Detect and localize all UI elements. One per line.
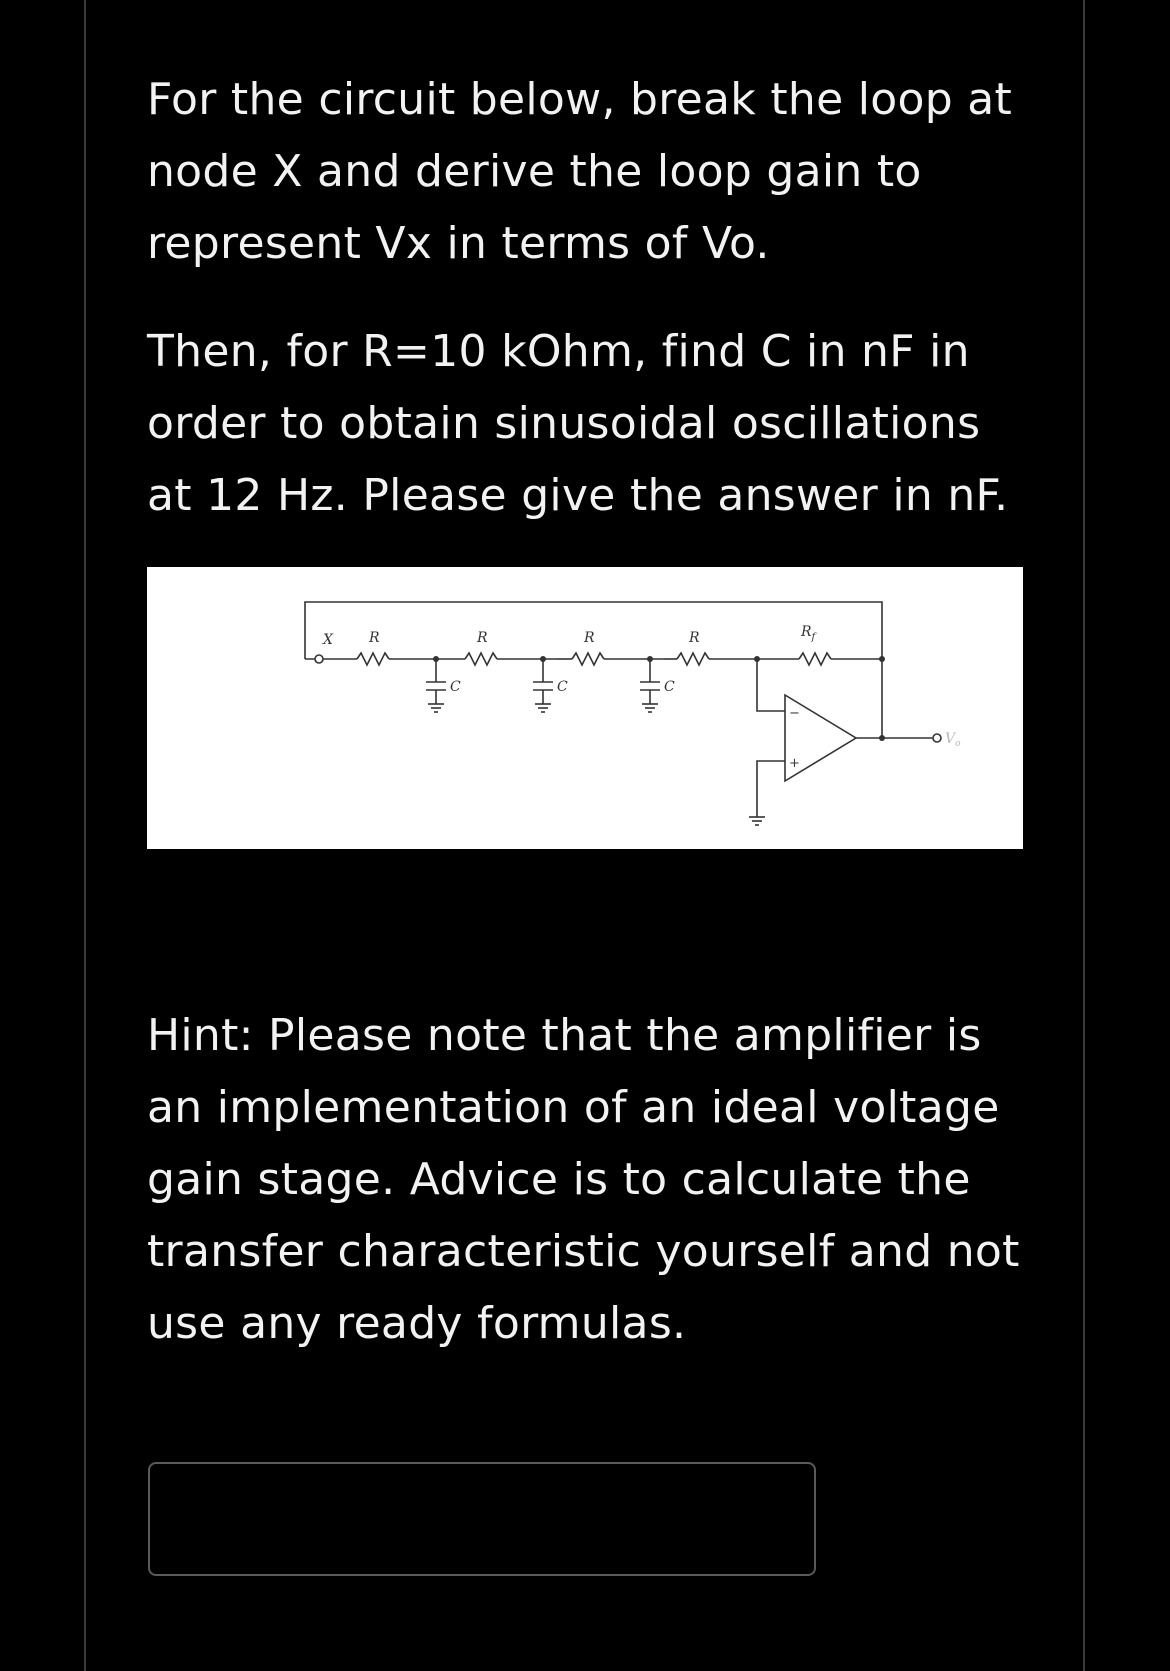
answer-input[interactable] bbox=[148, 1462, 816, 1576]
junction-dot-2 bbox=[540, 656, 546, 662]
junction-dot-1 bbox=[433, 656, 439, 662]
capacitor-2-label: C bbox=[557, 679, 568, 695]
feedback-resistor-sub: f bbox=[811, 632, 816, 643]
noninverting-input-wire bbox=[757, 761, 785, 817]
resistor-4-label: R bbox=[689, 630, 700, 646]
junction-dot-3 bbox=[647, 656, 653, 662]
left-frame-line bbox=[84, 0, 86, 1671]
junction-dot-6 bbox=[879, 735, 885, 741]
feedback-resistor-label bbox=[800, 624, 818, 643]
capacitor-3-label: C bbox=[664, 679, 675, 695]
input-terminal-x bbox=[315, 655, 323, 663]
resistor-1 bbox=[357, 653, 389, 665]
output-terminal bbox=[933, 734, 941, 742]
question-paragraph-1: For the circuit below, break the loop at node X and derive the loop gain to represent Vx in terms of Vo. bbox=[147, 74, 1013, 269]
output-label-main: V bbox=[945, 731, 956, 747]
right-frame-line bbox=[1083, 0, 1085, 1671]
resistor-rf bbox=[799, 653, 831, 665]
question-paragraph-2: Then, for R=10 kOhm, find C in nF in order to obtain sinusoidal oscillations at 12 Hz. Please give the answer in nF. bbox=[147, 326, 1009, 521]
junction-dot-5 bbox=[879, 656, 885, 662]
resistor-3-label: R bbox=[584, 630, 595, 646]
resistor-2-label: R bbox=[477, 630, 488, 646]
output-label-sub: o bbox=[955, 739, 961, 749]
hint-paragraph: Hint: Please note that the amplifier is an implementation of an ideal voltage gain stage. Advice is to calculate the transfer characteristic yourself and not use any ready formulas. bbox=[147, 1010, 1020, 1349]
inverting-sign: − bbox=[789, 706, 800, 721]
resistor-4 bbox=[677, 653, 709, 665]
inverting-input-wire bbox=[757, 659, 785, 711]
output-label bbox=[945, 731, 961, 749]
noninverting-sign: + bbox=[789, 756, 800, 771]
resistor-2 bbox=[465, 653, 497, 665]
feedback-resistor-main: R bbox=[801, 624, 812, 640]
resistor-3 bbox=[572, 653, 604, 665]
resistor-1-label: R bbox=[369, 630, 380, 646]
capacitor-1-label: C bbox=[450, 679, 461, 695]
junction-dot-4 bbox=[754, 656, 760, 662]
circuit-diagram bbox=[147, 567, 1023, 849]
node-x-label: X bbox=[323, 632, 333, 648]
